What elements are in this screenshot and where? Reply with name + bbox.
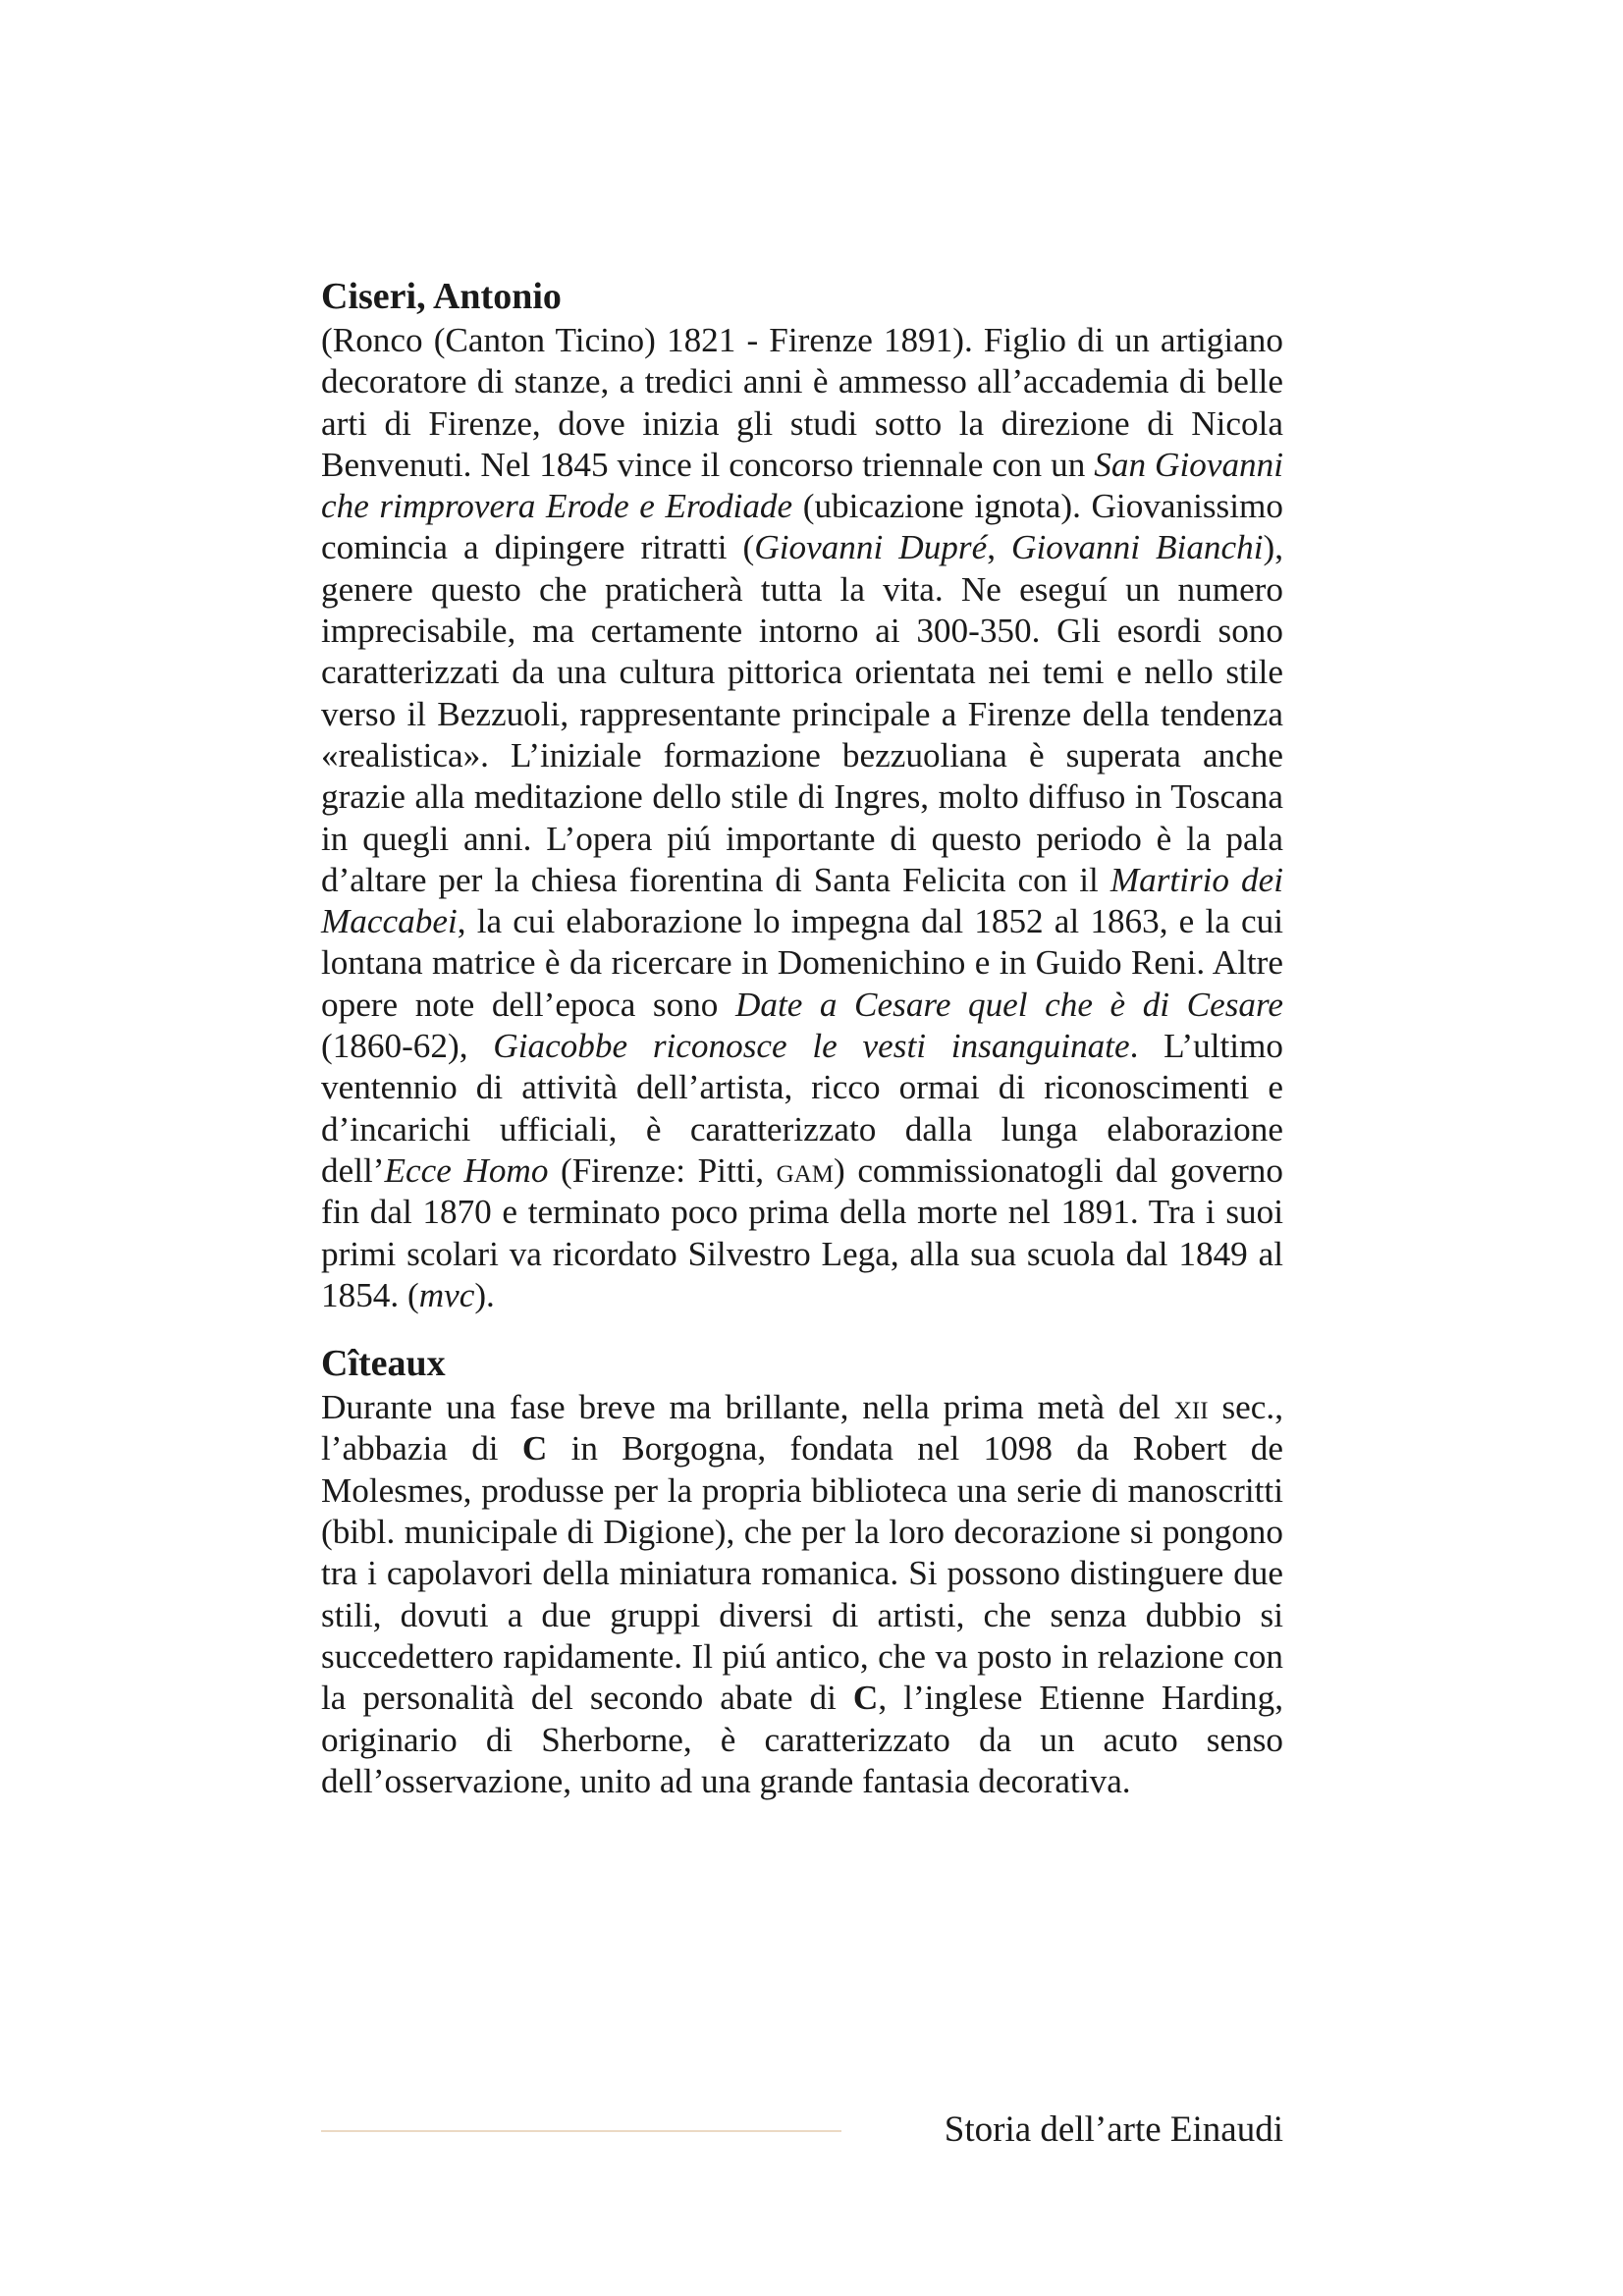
entry-ciseri [321,273,1283,1316]
italic-run: San Giovanni che rimprovera Erode e Erodiade [321,445,1283,526]
footer-publisher: Storia dell’arte Einaudi [944,2109,1283,2150]
text-run: (Ronco (Canton Ticino) 1821 - Firenze 1891). Figlio di un artigiano decoratore di stanze, a tredici anni è ammesso all’accademia di belle arti di Firenze, dove inizia gli studi sotto la direzione di Nicola Benvenuti. Nel 1845 vince il concorso triennale con un [321,321,1283,484]
entry-body [321,320,1283,1316]
footer-rule [321,2130,841,2132]
italic-run: Ecce Homo [384,1150,549,1190]
bold-run: C [852,1679,879,1718]
text-run: (ubicazione ignota). Giovanissimo comincia a dipingere ritratti ( [321,487,1283,567]
italic-run: Martirio dei Maccabei [321,860,1284,941]
italic-run: mvc [418,1275,475,1314]
italic-run: Giacobbe riconosce le vesti insanguinate [493,1027,1130,1066]
text-run: in Borgogna, fondata nel 1098 da Robert de Molesmes, produsse per la propria biblioteca una serie di manoscritti (bibl. municipale di Digione), che per la loro decorazione si pongono tra i capolavori della miniatura romanica. Si possono distinguere due stili, dovuti a due gruppi diversi di artisti, che senza dubbio si succedettero rapidamente. Il piú antico, che va posto in relazione con la personalità del secondo abate di [321,1429,1283,1718]
text-run: , [987,528,1012,567]
bold-run: C [521,1429,548,1468]
italic-run: Date a Cesare quel che è di Cesare [734,985,1283,1024]
small-caps-run: xii [1173,1388,1209,1427]
entry-title: Ciseri, Antonio [321,276,562,317]
text-run: Durante una fase breve ma brillante, nella prima metà del [321,1388,1174,1427]
entry-paragraph [321,1387,1283,1802]
page-footer [321,2101,1283,2160]
entry-title: Cîteaux [321,1343,446,1385]
entry-paragraph [321,320,1283,1316]
text-run: ) commissionatogli dal governo fin dal 1870 e terminato poco prima della morte nel 1891. Tra i suoi primi scolari va ricordato Silvestro Lega, alla sua scuola dal 1849 al 1854. ( [321,1150,1283,1314]
italic-run: Giovanni Bianchi [1011,528,1264,567]
text-run: ). [474,1275,495,1314]
text-run: , l’inglese Etienne Harding, originario di Sherborne, è caratterizzato da un acuto senso dell’osservazione, unito ad una grande fantasia decorativa. [321,1679,1284,1800]
italic-run: Giovanni Dupré [754,528,988,567]
text-run: , la cui elaborazione lo impegna dal 1852 al 1863, e la cui lontana matrice è da ricercare in Domenichino e in Guido Reni. Altre opere note dell’epoca sono [321,902,1283,1024]
text-run: (Firenze: Pitti, [548,1150,777,1190]
text-run: (1860-62), [321,1027,494,1066]
text-run: sec., l’abbazia di [321,1388,1283,1468]
page-content [321,273,1283,1826]
small-caps-run: gam [776,1150,835,1190]
entry-body [321,1387,1283,1802]
text-run: ), genere questo che praticherà tutta la vita. Ne eseguí un numero imprecisabile, ma certamente intorno ai 300-350. Gli esordi sono caratterizzati da una cultura pittorica orientata nei temi e nello stile verso il Bezzuoli, rappresentante principale a Firenze della tendenza «realistica». L’iniziale formazione bezzuoliana è superata anche grazie alla meditazione dello stile di Ingres, molto diffuso in Toscana in quegli anni. L’opera piú importante di questo periodo è la pala d’altare per la chiesa fiorentina di Santa Felicita con il [321,528,1284,899]
entry-citeaux [321,1340,1283,1802]
text-run: . L’ultimo ventennio di attività dell’artista, ricco ormai di riconoscimenti e d’incarichi ufficiali, è caratterizzato dalla lunga elaborazione dell’ [321,1027,1283,1190]
